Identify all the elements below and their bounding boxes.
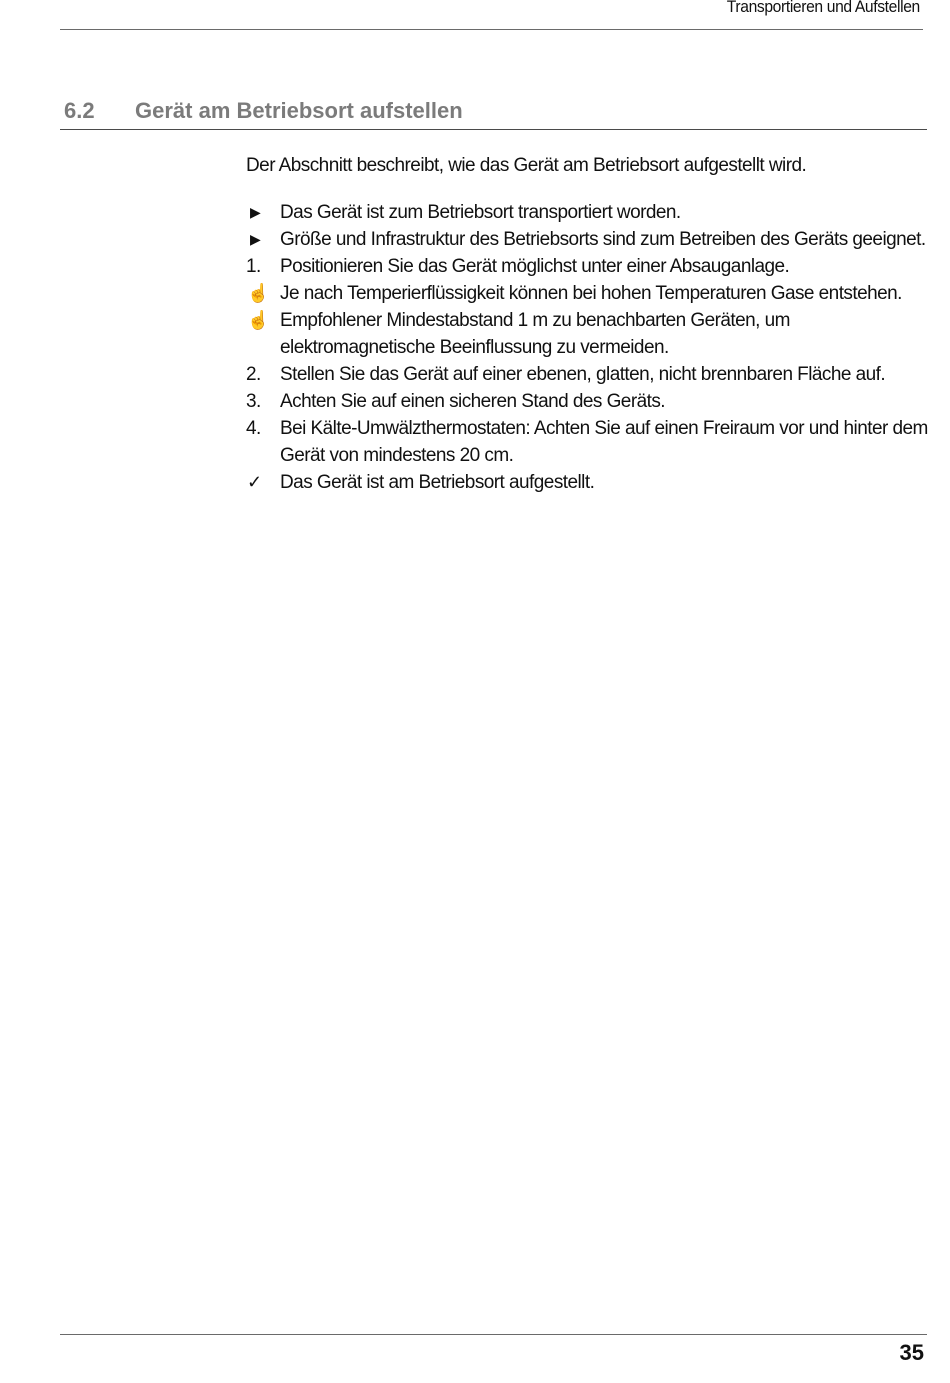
step-item [246, 361, 936, 388]
intro-paragraph: Der Abschnitt beschreibt, wie das Gerät am Betriebsort aufgestellt wird. [246, 155, 807, 176]
step-item [246, 415, 936, 469]
section-heading [64, 98, 463, 124]
item-text: Empfohlener Mindestabstand 1 m zu benachbarten Geräten, um elektromagnetische Beeinflussung zu vermeiden. [280, 310, 790, 358]
running-header: Transportieren und Aufstellen [726, 0, 920, 16]
page-number: 35 [899, 1340, 924, 1365]
prerequisite-item [246, 199, 936, 226]
footer-divider [60, 1334, 927, 1335]
step-number: 1. [246, 256, 261, 277]
note-item [246, 280, 936, 307]
item-text: Bei Kälte-Umwälzthermostaten: Achten Sie auf einen Freiraum vor und hinter dem Gerät von mindestens 20 cm. [280, 418, 928, 466]
item-text: Das Gerät ist zum Betriebsort transportiert worden. [280, 202, 681, 223]
note-item [246, 307, 936, 361]
triangle-bullet-icon: ▶ [250, 204, 261, 220]
step-item [246, 253, 936, 280]
pointing-hand-icon: ☝ [247, 283, 269, 303]
prerequisite-item [246, 226, 936, 253]
item-text: Positionieren Sie das Gerät möglichst unter einer Absauganlage. [280, 256, 790, 277]
item-text: Achten Sie auf einen sicheren Stand des Geräts. [280, 391, 666, 412]
section-body [246, 152, 936, 496]
step-number: 4. [246, 418, 261, 439]
item-text: Je nach Temperierflüssigkeit können bei hohen Temperaturen Gase entstehen. [280, 283, 902, 304]
item-text: Größe und Infrastruktur des Betriebsorts sind zum Betreiben des Geräts geeignet. [280, 229, 926, 250]
section-title: Gerät am Betriebsort aufstellen [135, 98, 463, 123]
section-divider [60, 129, 927, 130]
result-item [246, 469, 936, 496]
section-number: 6.2 [64, 98, 95, 123]
step-item [246, 388, 936, 415]
step-number: 3. [246, 391, 261, 412]
step-number: 2. [246, 364, 261, 385]
pointing-hand-icon: ☝ [247, 310, 269, 330]
item-text: Das Gerät ist am Betriebsort aufgestellt. [280, 472, 595, 493]
item-text: Stellen Sie das Gerät auf einer ebenen, glatten, nicht brennbaren Fläche auf. [280, 364, 886, 385]
checkmark-icon: ✓ [247, 472, 262, 492]
header-divider [60, 29, 923, 30]
triangle-bullet-icon: ▶ [250, 231, 261, 247]
